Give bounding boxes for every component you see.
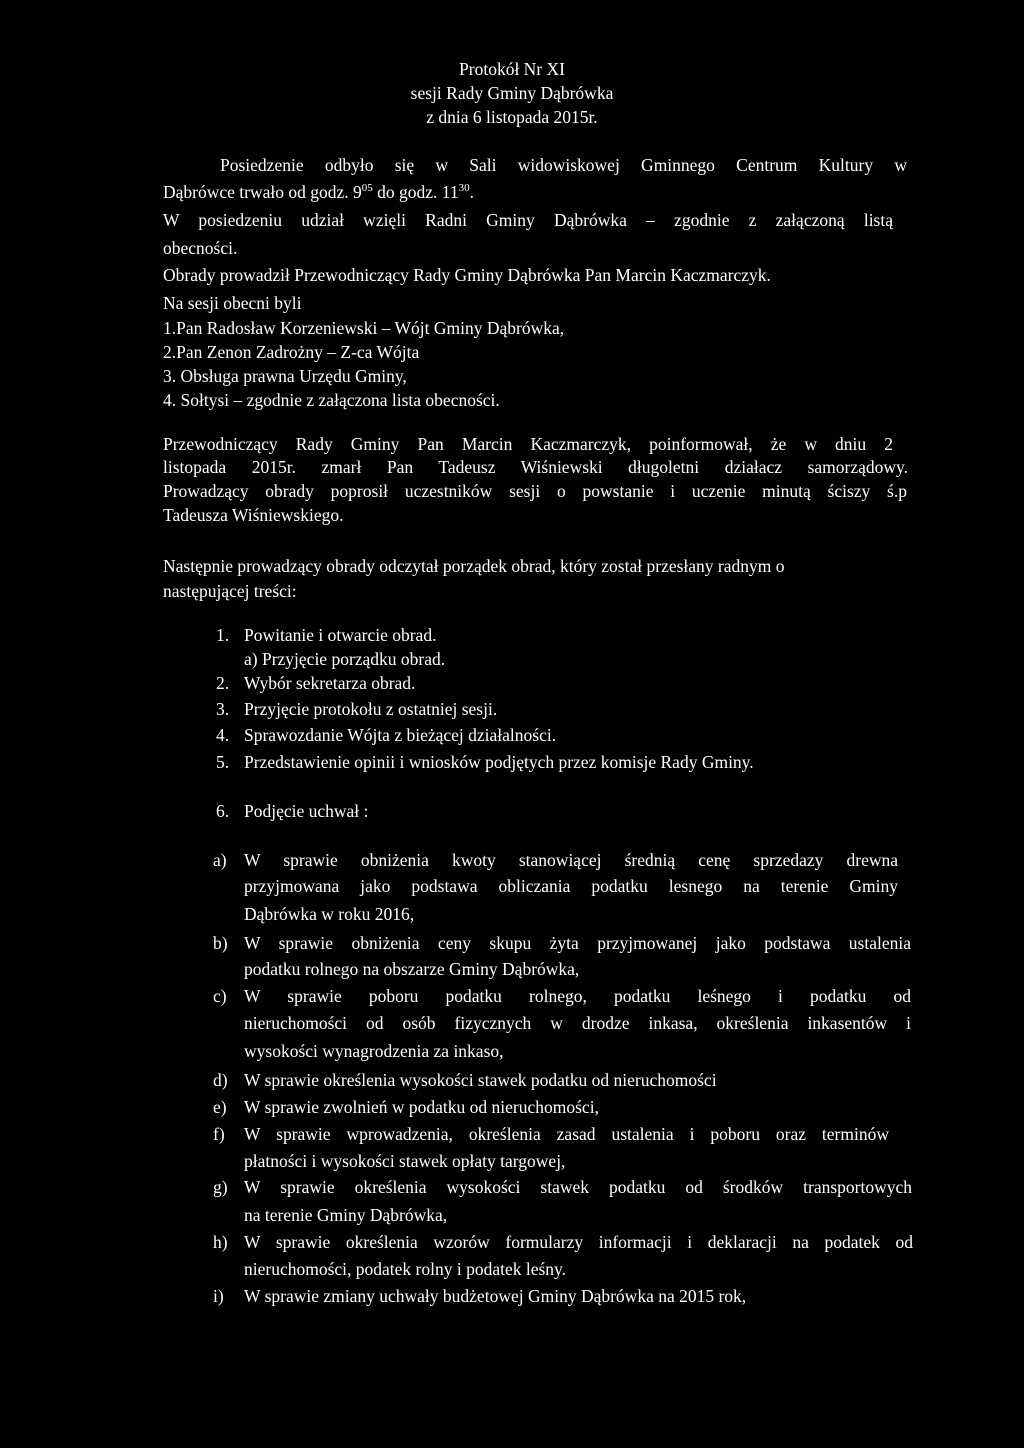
resolution-line: W sprawie zwolnień w podatku od nieruchomości, <box>244 1097 599 1117</box>
resolution-label: f) <box>213 1124 225 1144</box>
resolution-line: W sprawie zmiany uchwały budżetowej Gminy Dąbrówka na 2015 rok, <box>244 1286 747 1306</box>
agenda-item: 4. Sprawozdanie Wójta z bieżącej działalności. <box>216 725 557 745</box>
agenda-item: a) Przyjęcie porządku obrad. <box>244 649 446 669</box>
agenda-intro-line: Następnie prowadzący obrady odczytał porządek obrad, który został przesłany radnym o <box>163 556 785 576</box>
resolution-label: c) <box>213 986 227 1006</box>
resolution-line: płatności i wysokości stawek opłaty targowej, <box>244 1151 566 1171</box>
present-item: 1.Pan Radosław Korzeniewski – Wójt Gminy Dąbrówka, <box>163 318 565 338</box>
present-item: 3. Obsługa prawna Urzędu Gminy, <box>163 366 407 386</box>
intro-p2-line1: W posiedzeniu udział wzięli Radni Gminy Dąbrówka – zgodnie z załączoną listą <box>163 210 893 230</box>
present-heading: Na sesji obecni byli <box>163 293 302 313</box>
intro-p1-line2: Dąbrówce trwało od godz. $9^{05}$ do godz. $11^{30}$. <box>163 182 475 202</box>
resolution-label: b) <box>213 933 228 953</box>
resolution-label: g) <box>213 1177 228 1197</box>
agenda-intro-line: następującej treści: <box>163 581 297 601</box>
resolution-line: wysokości wynagrodzenia za inkaso, <box>244 1041 504 1061</box>
resolution-label: a) <box>213 850 227 870</box>
resolution-line: W sprawie obniżenia ceny skupu żyta przyjmowanej jako podstawa ustalenia <box>244 933 911 953</box>
resolution-line: W sprawie określenia wysokości stawek podatku od nieruchomości <box>244 1070 717 1090</box>
resolution-line: Dąbrówka w roku 2016, <box>244 904 415 924</box>
resolution-label: i) <box>213 1286 224 1306</box>
resolution-label: d) <box>213 1070 228 1090</box>
document-subtitle: sesji Rady Gminy Dąbrówka <box>410 83 614 103</box>
agenda-item: 2. Wybór sekretarza obrad. <box>216 673 416 693</box>
resolution-label: e) <box>213 1097 227 1117</box>
resolution-label: h) <box>213 1232 228 1252</box>
resolution-line: W sprawie obniżenia kwoty stanowiącej średnią cenę sprzedazy drewna <box>244 850 898 870</box>
resolution-line: nieruchomości, podatek rolny i podatek leśny. <box>244 1259 567 1279</box>
agenda-item: 5. Przedstawienie opinii i wniosków podjętych przez komisje Rady Gminy. <box>216 752 754 772</box>
document-title: Protokół Nr XI <box>459 59 565 79</box>
document-date: z dnia 6 listopada 2015r. <box>426 107 598 127</box>
intro-p3: Obrady prowadził Przewodniczący Rady Gminy Dąbrówka Pan Marcin Kaczmarczyk. <box>163 265 771 285</box>
intro-p2-line2: obecności. <box>163 238 238 258</box>
resolution-line: W sprawie wprowadzenia, określenia zasad ustalenia i poboru oraz terminów <box>244 1124 889 1144</box>
intro-p1-line1: Posiedzenie odbyło się w Sali widowiskowej Gminnego Centrum Kultury w <box>220 155 907 175</box>
agenda-item: 3. Przyjęcie protokołu z ostatniej sesji. <box>216 699 498 719</box>
present-item: 4. Sołtysi – zgodnie z załączona lista obecności. <box>163 390 500 410</box>
announcement-line: Prowadzący obrady poprosił uczestników sesji o powstanie i uczenie minutą ściszy ś.p <box>163 481 907 501</box>
resolution-line: przyjmowana jako podstawa obliczania podatku lesnego na terenie Gminy <box>244 876 898 896</box>
agenda-item: 1. Powitanie i otwarcie obrad. <box>216 625 437 645</box>
announcement-line: Przewodniczący Rady Gminy Pan Marcin Kaczmarczyk, poinformował, że w dniu 2 <box>163 434 893 454</box>
resolution-line: W sprawie określenia wysokości stawek podatku od środków transportowych <box>244 1177 912 1197</box>
announcement-line: listopada 2015r. zmarł Pan Tadeusz Wiśniewski długoletni działacz samorządowy. <box>163 457 908 477</box>
resolution-line: na terenie Gminy Dąbrówka, <box>244 1205 448 1225</box>
announcement-line: Tadeusza Wiśniewskiego. <box>163 505 344 525</box>
resolution-line: podatku rolnego na obszarze Gminy Dąbrówka, <box>244 959 580 979</box>
resolution-line: W sprawie określenia wzorów formularzy informacji i deklaracji na podatek od <box>244 1232 913 1252</box>
agenda-item: 6. Podjęcie uchwał : <box>216 801 369 821</box>
resolution-line: nieruchomości od osób fizycznych w drodze inkasa, określenia inkasentów i <box>244 1013 911 1033</box>
resolution-line: W sprawie poboru podatku rolnego, podatku leśnego i podatku od <box>244 986 911 1006</box>
present-item: 2.Pan Zenon Zadrożny – Z-ca Wójta <box>163 342 420 362</box>
